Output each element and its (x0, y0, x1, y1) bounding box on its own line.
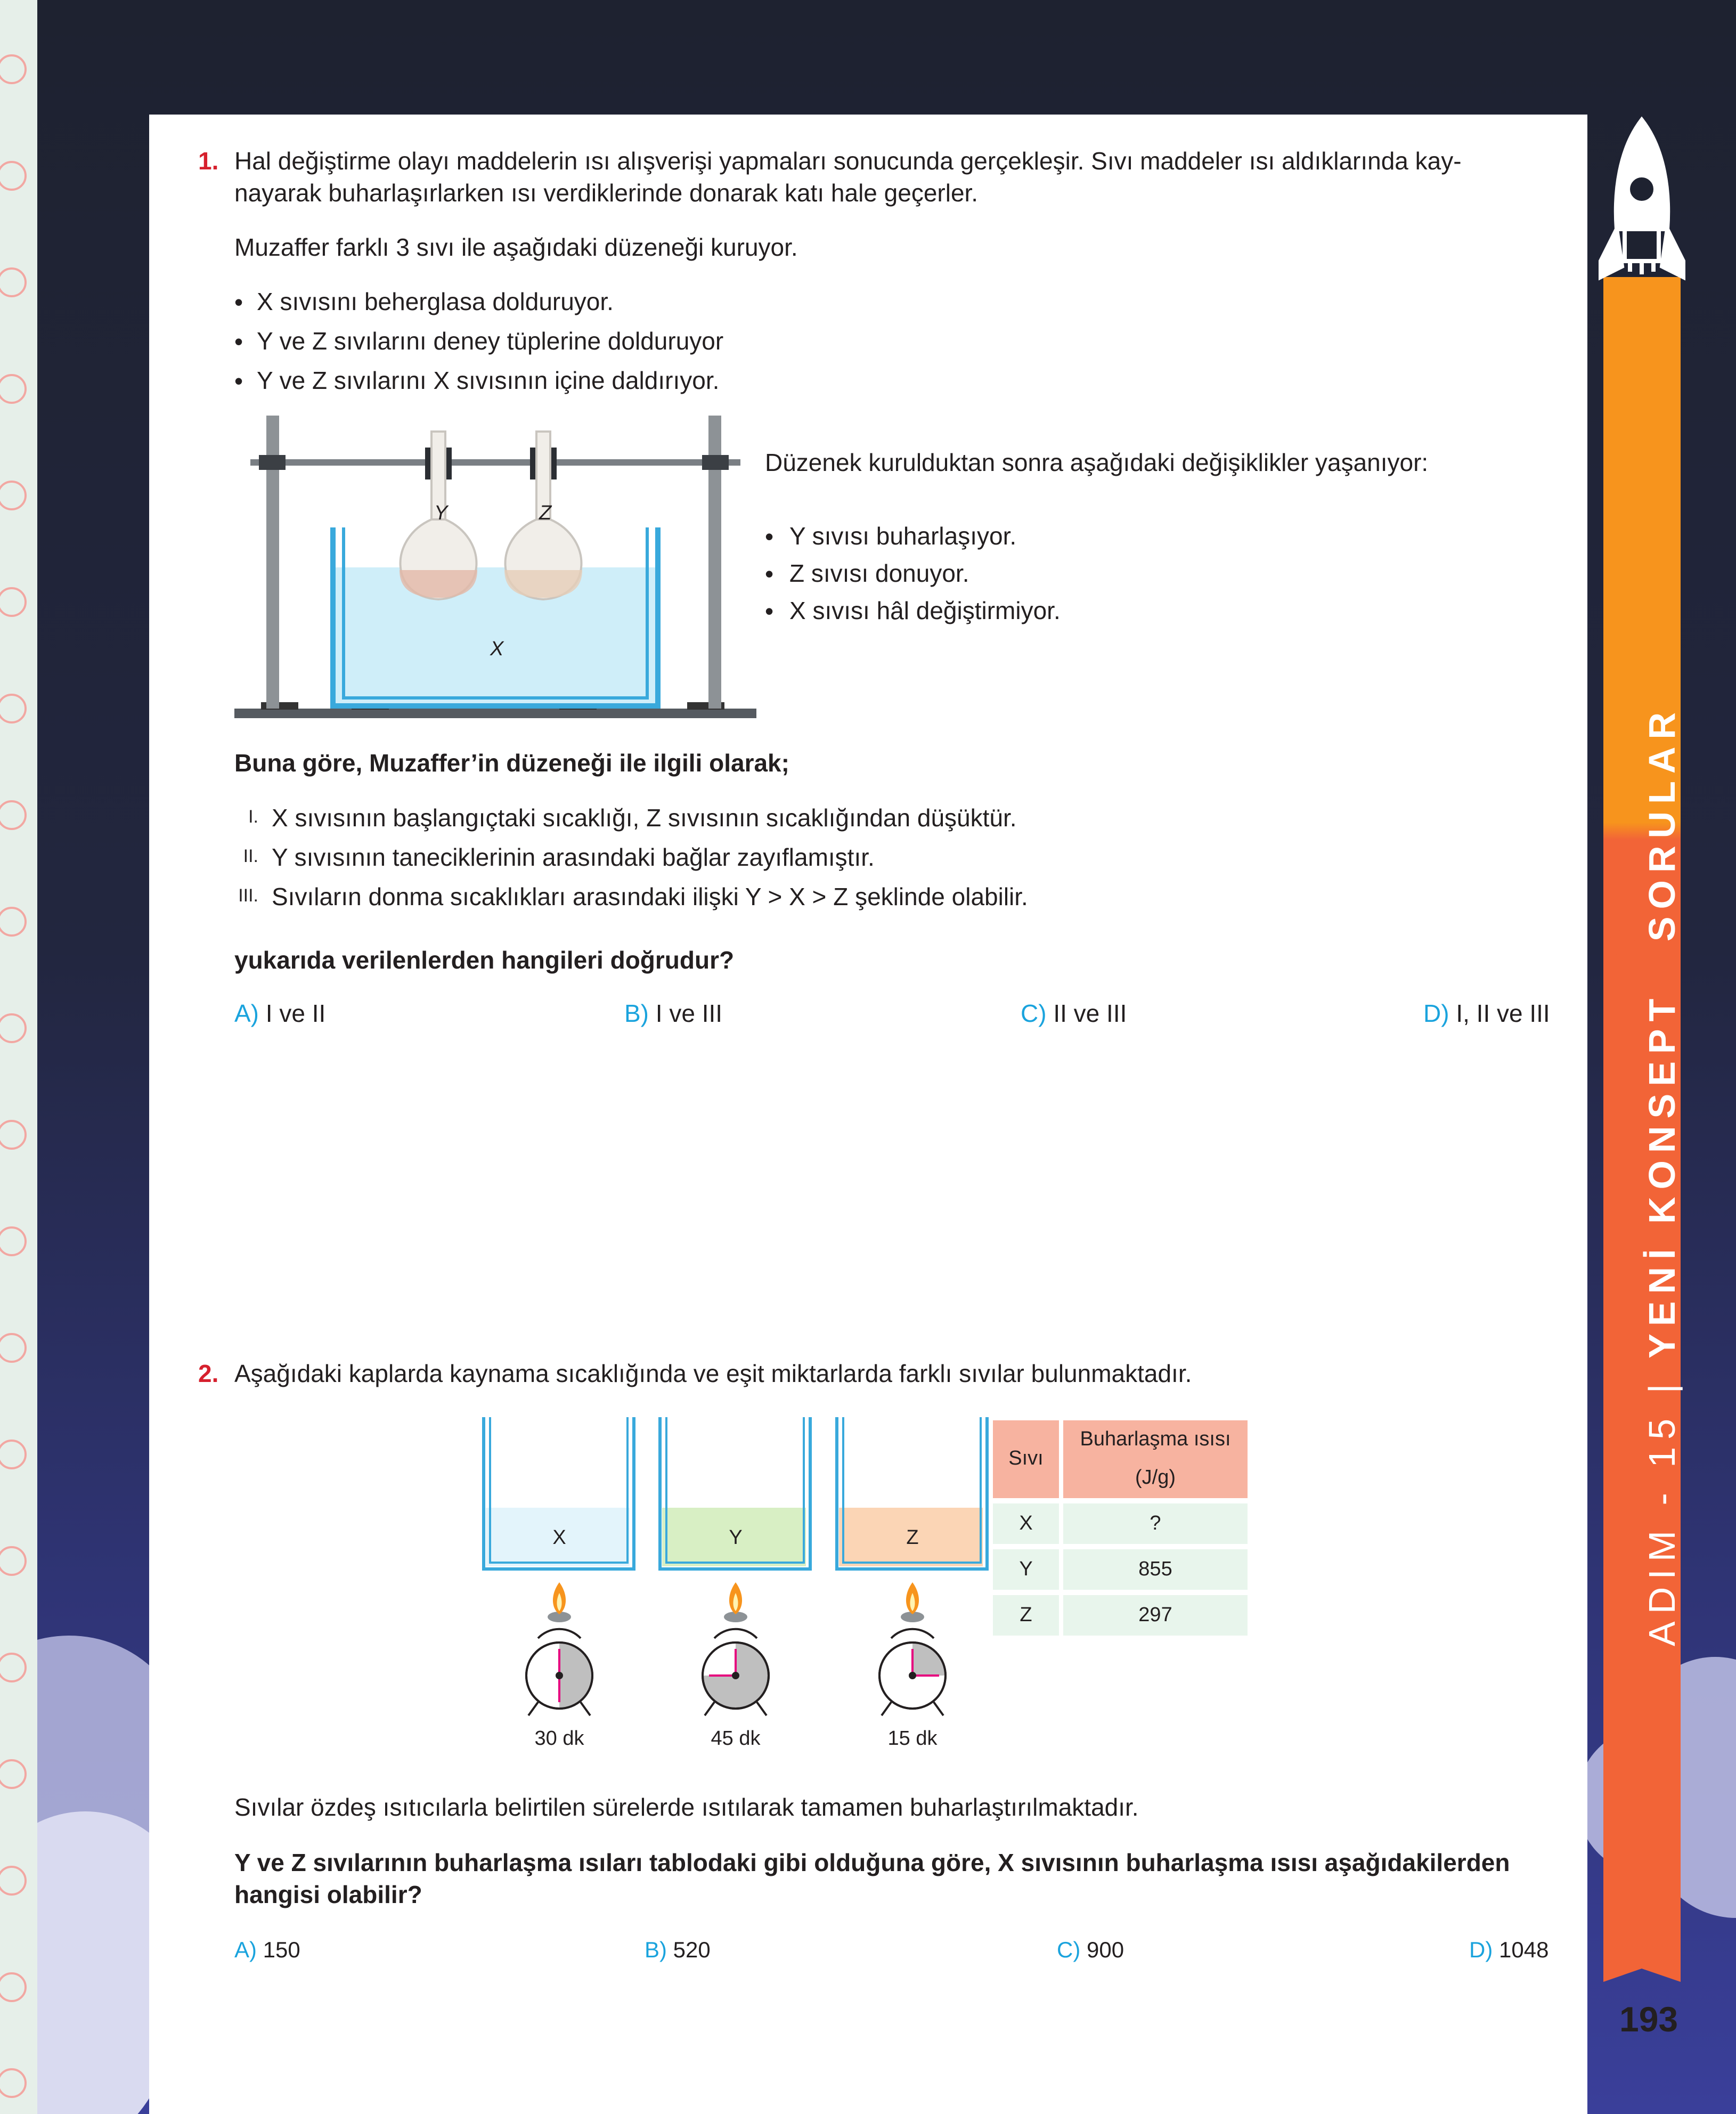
statement-num: I. (248, 807, 258, 827)
option-text: I ve III (655, 999, 723, 1027)
page-number: 193 (1619, 1999, 1678, 2039)
beaker-x-label: X (490, 638, 504, 660)
table-cell-liquid: Z (1020, 1604, 1032, 1626)
clock-z-time: 15 dk (887, 1727, 938, 1750)
table-cell-liquid: X (1019, 1512, 1033, 1534)
q1-changes-title: Düzenek kurulduktan sonra aşağıdaki değişiklikler yaşanıyor: (765, 449, 1429, 476)
q2-question-line1: Y ve Z sıvılarının buharlaşma ısıları tablodaki gibi olduğuna göre, X sıvısının buharlaşma ısısı aşağıdakilerden (234, 1849, 1510, 1876)
q1-change-3: X sıvısı hâl değiştirmiyor. (789, 597, 1061, 624)
table-cell-value: 855 (1138, 1558, 1172, 1580)
containers-figure (479, 1417, 1001, 1763)
statement-text: X sıvısının başlangıçtaki sıcaklığı, Z sıvısının sıcaklığından düşüktür. (272, 804, 1017, 832)
statement-text: Y sıvısının taneciklerinin arasındaki bağlar zayıflamıştır. (272, 843, 875, 871)
clock-x-time: 30 dk (534, 1727, 584, 1750)
option-text: I ve II (265, 999, 326, 1027)
q1-prompt: Buna göre, Muzaffer’in düzeneği ile ilgili olarak; (234, 749, 789, 777)
table-col2-header-line1: Buharlaşma ısısı (1080, 1428, 1231, 1450)
q2-statement: Sıvılar özdeş ısıtıcılarla belirtilen sürelerde ısıtılarak tamamen buharlaştırılmaktadır. (234, 1793, 1139, 1821)
table-col2-header-line2: (J/g) (1135, 1466, 1176, 1489)
separator: | (1641, 1376, 1683, 1394)
option-letter: B) (645, 1937, 667, 1962)
container-y-label: Y (729, 1526, 743, 1549)
option-letter: C) (1021, 999, 1047, 1027)
q1-setup: Muzaffer farklı 3 sıvı ile aşağıdaki düzeneği kuruyor. (234, 233, 798, 261)
bullet-icon: • (234, 367, 243, 395)
container-z-label: Z (906, 1526, 919, 1549)
clock-y-icon (703, 1629, 769, 1715)
container-x-label: X (552, 1526, 566, 1549)
bullet-icon: • (765, 560, 774, 588)
option-text: II ve III (1053, 999, 1127, 1027)
q1-number: 1. (198, 147, 219, 175)
option-letter: A) (234, 1937, 257, 1962)
step-label: ADIM - 15 (1641, 1411, 1683, 1646)
clock-z-icon (879, 1629, 946, 1715)
q2-number: 2. (198, 1360, 219, 1387)
option-text: 1048 (1499, 1937, 1549, 1962)
q2-option-a[interactable] (234, 1934, 300, 1966)
burner-icon (548, 1582, 571, 1622)
table-col1-header: Sıvı (1008, 1447, 1044, 1469)
statement-num: III. (238, 885, 258, 906)
burner-icon (901, 1582, 924, 1622)
clock-y-time: 45 dk (711, 1727, 761, 1750)
q1-change-1: Y sıvısı buharlaşıyor. (789, 522, 1017, 550)
table-cell-value: ? (1150, 1512, 1161, 1534)
q1-option-c[interactable] (1021, 997, 1127, 1029)
statement-text: Sıvıların donma sıcaklıkları arasındaki ilişki Y > X > Z şeklinde olabilir. (272, 883, 1028, 910)
option-letter: B) (624, 999, 649, 1027)
q2-intro: Aşağıdaki kaplarda kaynama sıcaklığında ve eşit miktarlarda farklı sıvılar bulunmaktadır. (234, 1360, 1192, 1387)
q1-intro-line1: Hal değiştirme olayı maddelerin ısı alışverişi yapmaları sonucunda gerçekleşir. Sıvı maddeler ısı aldıklarında kay- (234, 147, 1462, 175)
option-letter: D) (1423, 999, 1449, 1027)
bullet-icon: • (765, 597, 774, 625)
option-letter: A) (234, 999, 259, 1027)
option-letter: D) (1469, 1937, 1493, 1962)
option-text: 150 (263, 1937, 300, 1962)
section-label: SORULAR (1641, 705, 1683, 942)
q1-option-d[interactable] (1423, 997, 1550, 1029)
side-banner-label (1641, 705, 1683, 1646)
q1-option-a[interactable] (234, 997, 325, 1029)
apparatus-figure (229, 410, 762, 730)
option-text: I, II ve III (1456, 999, 1550, 1027)
option-text: 520 (673, 1937, 711, 1962)
q1-step-2: Y ve Z sıvılarını deney tüplerine dolduruyor (257, 327, 724, 355)
table-cell-value: 297 (1138, 1604, 1172, 1626)
q1-step-3: Y ve Z sıvılarını X sıvısının içine daldırıyor. (257, 367, 720, 394)
q1-question: yukarıda verilenlerden hangileri doğrudur? (234, 946, 735, 974)
q1-step-1: X sıvısını beherglasa dolduruyor. (257, 288, 614, 315)
q2-option-c[interactable] (1057, 1934, 1124, 1966)
q2-option-b[interactable] (645, 1934, 711, 1966)
option-letter: C) (1057, 1937, 1081, 1962)
burner-icon (724, 1582, 747, 1622)
q2-question-line2: hangisi olabilir? (234, 1881, 422, 1908)
series-label: YENİ KONSEPT (1641, 991, 1683, 1359)
clock-x-icon (526, 1629, 592, 1715)
table-cell-liquid: Y (1019, 1558, 1033, 1580)
bullet-icon: • (234, 288, 243, 316)
q1-intro-line2: nayarak buharlaşırlarken ısı verdiklerinde donarak katı hale geçerler. (234, 179, 979, 207)
option-text: 900 (1087, 1937, 1124, 1962)
q1-change-2: Z sıvısı donuyor. (789, 559, 969, 587)
flask-z-label: Z (539, 502, 552, 524)
bullet-icon: • (234, 328, 243, 355)
statement-num: II. (243, 846, 258, 866)
flask-y-label: Y (434, 502, 448, 524)
bullet-icon: • (765, 523, 774, 550)
q1-option-b[interactable] (624, 997, 722, 1029)
q2-option-d[interactable] (1469, 1934, 1548, 1966)
